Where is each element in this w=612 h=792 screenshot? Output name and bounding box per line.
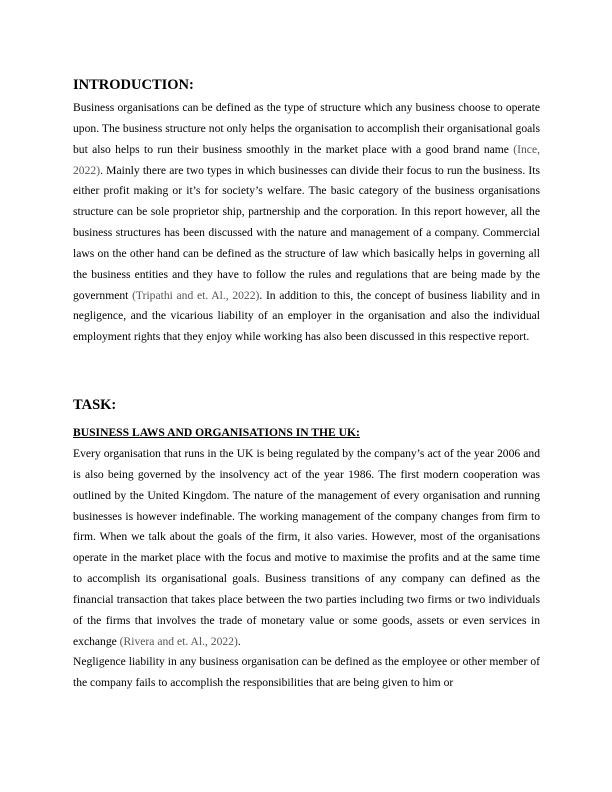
- task-paragraph-2: Negligence liability in any business organisation can be defined as the employee or other member of the company fails to accomplish the responsibilities that are being given to him or: [73, 655, 540, 690]
- task-heading: TASK:: [73, 397, 117, 413]
- intro-text-part-1: Business organisations can be defined as the type of structure which any business choose to operate upon. The business structure not only helps the organisation to accomplish their organisational goals but also helps to run their business smoothly in the market place with a good brand name: [73, 101, 540, 156]
- citation-rivera: (Rivera and et. Al., 2022): [119, 634, 238, 648]
- task-paragraph-1: [73, 444, 540, 652]
- task-text-part-2: .: [237, 634, 241, 648]
- intro-heading-wrap: [73, 77, 540, 94]
- intro-text-part-3: . In addition to this, the concept of business liability and in negligence, and the vicarious liability of an employer in the organisation and also the individual employment rights that they enjoy while working has also been discussed in this respective report.: [73, 288, 541, 344]
- task-heading-wrap: [73, 397, 540, 414]
- citation-tripathi: (Tripathi and et. Al., 2022): [132, 288, 260, 302]
- intro-paragraph: [73, 98, 540, 348]
- task-subheading-wrap: [73, 426, 540, 439]
- task-paragraphs-wrap: [73, 444, 540, 694]
- intro-heading: INTRODUCTION:: [73, 77, 194, 93]
- intro-text-part-2: . Mainly there are two types in which businesses can divide their focus to run the business. Its either profit making or it’s for society’s welfare. The basic category of the business organisations structure can be sole proprietor ship, partnership and the corporation. In this report however, all the business structures has been discussed with the nature and management of a company. Commercial laws on the other hand can be defined as the structure of law which basically helps in governing all the business entities and they have to follow the rules and regulations that are being made by the government: [73, 163, 540, 302]
- intro-paragraph-wrap: [73, 98, 540, 348]
- citation-ince: (Ince, 2022): [73, 142, 540, 177]
- task-subheading: BUSINESS LAWS AND ORGANISATIONS IN THE UK:: [73, 426, 360, 439]
- task-text-part-1: Every organisation that runs in the UK is being regulated by the company’s act of the year 2006 and is also being governed by the insolvency act of the year 1986. The first modern cooperation was outlined by the United Kingdom. The nature of the management of every organisation and running businesses is however indefinable. The working management of the company changes from firm to firm. When we talk about the goals of the firm, it also varies. However, most of the organisations operate in the market place with the focus and motive to maximise the profits and at the same time to accomplish its organisational goals. Business transitions of any company can defined as the financial transaction that takes place between the two parties including two firms or two individuals of the firms that involves the trade of monetary value or some goods, assets or even services in exchange: [73, 447, 540, 648]
